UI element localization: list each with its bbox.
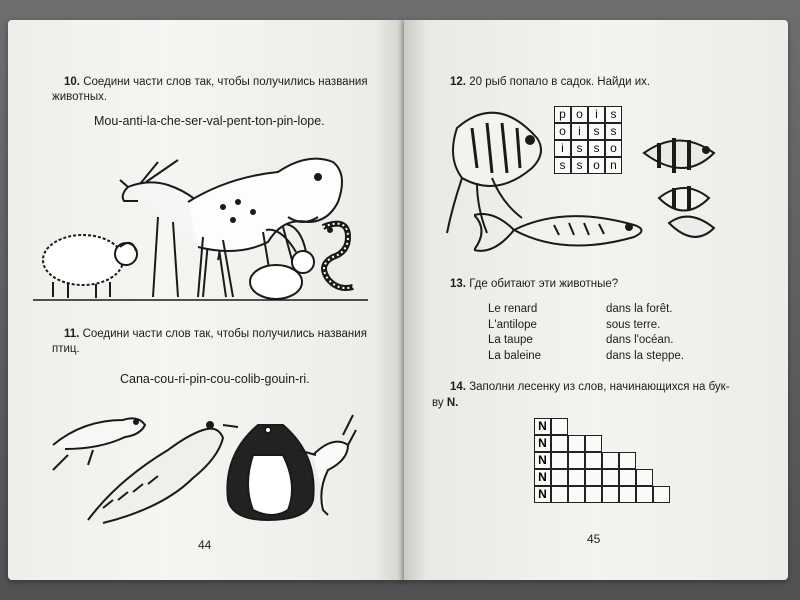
animal-item: La taupe bbox=[488, 334, 533, 346]
ladder-letter-cell: N bbox=[534, 418, 551, 435]
ladder-empty-cell bbox=[602, 469, 619, 486]
ladder-empty-cell bbox=[568, 486, 585, 503]
animal-item: Le renard bbox=[488, 303, 538, 315]
place-item: sous terre. bbox=[606, 318, 661, 331]
ladder-empty-cell bbox=[585, 469, 602, 486]
ex12-number: 12. bbox=[450, 76, 466, 88]
ladder-empty-cell bbox=[602, 452, 619, 469]
ex13-number: 13. bbox=[450, 278, 466, 290]
grid-cell: n bbox=[605, 157, 622, 174]
ex12-instruction: 12. 20 рыб попало в садок. Найди их. bbox=[450, 76, 651, 88]
ladder-empty-cell bbox=[619, 469, 636, 486]
grid-cell: p bbox=[554, 106, 571, 123]
birds-illustration bbox=[48, 400, 358, 525]
ladder-empty-cell bbox=[636, 486, 653, 503]
ladder-empty-cell bbox=[619, 452, 636, 469]
grid-cell: o bbox=[605, 140, 622, 157]
grid-cell: i bbox=[571, 123, 588, 140]
ladder-empty-cell bbox=[551, 452, 568, 469]
ex14-instruction-line2: ву N. bbox=[432, 397, 459, 409]
ex14-letter: N. bbox=[446, 397, 459, 409]
ladder-empty-cell bbox=[551, 435, 568, 452]
ladder-empty-cell bbox=[585, 486, 602, 503]
ex10-instruction-line2: животных. bbox=[52, 91, 108, 103]
animals-illustration bbox=[28, 132, 373, 302]
right-page bbox=[404, 20, 788, 580]
grid-cell: s bbox=[588, 123, 605, 140]
ladder-empty-cell bbox=[568, 469, 585, 486]
ladder-empty-cell bbox=[568, 435, 585, 452]
fish-word-grid bbox=[554, 106, 626, 178]
grid-cell: s bbox=[554, 157, 571, 174]
grid-cell: s bbox=[571, 157, 588, 174]
ex11-instruction-line1: 11. Соедини части слов так, чтобы получились названия bbox=[64, 328, 367, 340]
place-item: dans l'océan. bbox=[606, 334, 674, 346]
grid-cell: s bbox=[571, 140, 588, 157]
ladder-letter-cell: N bbox=[534, 435, 551, 452]
animal-item: L'antilope bbox=[488, 318, 537, 331]
ladder-empty-cell bbox=[619, 486, 636, 503]
ladder-empty-cell bbox=[636, 469, 653, 486]
ladder-empty-cell bbox=[653, 486, 670, 503]
grid-cell: i bbox=[554, 140, 571, 157]
long-fish-illustration bbox=[474, 195, 654, 265]
penguin-illustration bbox=[227, 425, 313, 520]
place-item: dans la steppe. bbox=[606, 349, 685, 362]
ladder-empty-cell bbox=[551, 486, 568, 503]
ex14-instruction-line1: 14. Заполни лесенку из слов, начинающихся на бук- bbox=[450, 381, 730, 393]
ladder-letter-cell: N bbox=[534, 452, 551, 469]
ladder-empty-cell bbox=[551, 418, 568, 435]
animal-item: La baleine bbox=[488, 349, 542, 362]
grid-cell: s bbox=[605, 106, 622, 123]
ladder-empty-cell bbox=[551, 469, 568, 486]
ex11-number: 11. bbox=[64, 328, 80, 340]
place-item: dans la forêt. bbox=[606, 303, 673, 315]
ex14-number: 14. bbox=[450, 381, 466, 393]
ex11-syllables: Cana-cou-ri-pin-cou-colib-gouin-ri. bbox=[120, 372, 310, 386]
snake-illustration bbox=[323, 224, 353, 288]
word-ladder bbox=[534, 418, 674, 508]
ladder-letter-cell: N bbox=[534, 486, 551, 503]
ladder-empty-cell bbox=[602, 486, 619, 503]
ladder-empty-cell bbox=[585, 452, 602, 469]
ex10-number: 10. bbox=[64, 76, 80, 88]
ex10-instruction-line1: 10. Соедини части слов так, чтобы получились названия bbox=[64, 76, 368, 88]
ex11-instruction-line2: птиц. bbox=[52, 343, 80, 355]
grid-cell: s bbox=[605, 123, 622, 140]
grid-cell: o bbox=[588, 157, 605, 174]
grid-cell: i bbox=[588, 106, 605, 123]
ex10-syllables: Mou-anti-la-che-ser-val-pent-ton-pin-lope. bbox=[94, 114, 325, 128]
ladder-empty-cell bbox=[568, 452, 585, 469]
page-number-right: 45 bbox=[587, 532, 601, 546]
grid-cell: s bbox=[588, 140, 605, 157]
ex13-instruction: 13. Где обитают эти животные? bbox=[450, 278, 619, 290]
left-page bbox=[8, 20, 406, 580]
ex13-places-column bbox=[606, 302, 684, 364]
ex13-animals-column bbox=[488, 302, 541, 364]
grid-cell: o bbox=[554, 123, 571, 140]
open-workbook bbox=[0, 20, 800, 585]
grid-cell: o bbox=[571, 106, 588, 123]
sheep-illustration bbox=[43, 235, 123, 285]
page-number-left: 44 bbox=[198, 538, 212, 552]
ladder-empty-cell bbox=[585, 435, 602, 452]
canary-illustration bbox=[53, 418, 145, 470]
ladder-letter-cell: N bbox=[534, 469, 551, 486]
